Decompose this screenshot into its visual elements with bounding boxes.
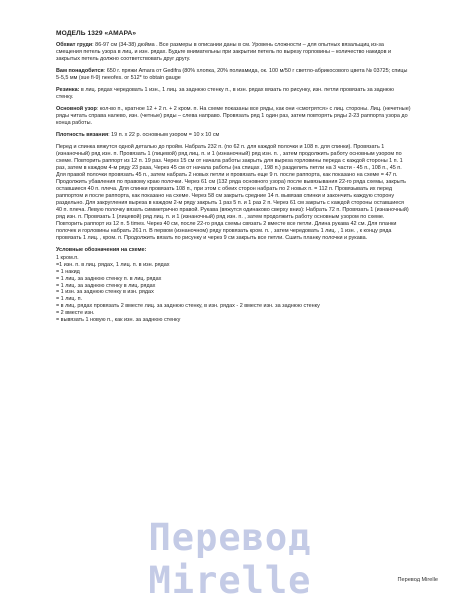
legend-item: = вывязать 1 новую п., как изн. за заднюю стенку (56, 317, 181, 324)
pattern-title: МОДЕЛЬ 1329 «АМАРА» (56, 30, 137, 37)
legend-item: = 1 лиц. за заднюю стенку в лиц. рядах (56, 282, 156, 289)
legend-item: = 1 изн. за заднюю стенку в изн. рядах (56, 289, 154, 296)
ribbing-label: Резинка: (56, 87, 80, 93)
watermark-text: Перевод Mirelle (148, 516, 312, 602)
legend-item: =1 изн. п. в лиц. рядах, 1 лиц. п. в изн. рядах (56, 261, 170, 268)
legend-item: = 1 накид (56, 268, 80, 275)
main-pattern-label: Основной узор (56, 106, 97, 112)
gauge-label: Плотность вязания (56, 132, 109, 138)
materials-label: Вам понадобится (56, 68, 104, 74)
legend-item: = 1 лиц. за заднюю стенку п. в лиц. рядах (56, 275, 162, 282)
ribbing-section (56, 87, 411, 101)
ribbing-text: в лиц. рядах чередовать 1 изн., 1 лиц. за заднюю стенку п., в изн. рядах вязать по рисунку, изн. петли провязать за заднюю стенку. (56, 87, 394, 100)
materials-section (56, 68, 411, 82)
document-page (56, 30, 411, 324)
bust-text: : 86-97 см (34-38) дюйма . Все размеры в описании даны в см. Уровень сложности – для опытных вязальщиц из-за смещения петель узора в лиц. и изн. рядах. Будьте внимательны при закрытии петель по вырезу горловины – количество накидов и закрытых петель должно соответствовать друг другу. (56, 42, 392, 62)
footer-credit: Перевод Mirelle (397, 577, 438, 583)
bust-section (56, 42, 411, 63)
legend-item: 1 кром.п. (56, 254, 79, 261)
legend-item: = в лиц. рядах провязать 2 вместе лиц. за заднюю стенку, в изн. рядах - 2 вместе изн. за заднюю стенку (56, 303, 320, 310)
legend-item: = 2 вместе изн. (56, 310, 95, 317)
bust-label: Обхват груди (56, 42, 93, 48)
main-pattern-text: : кол-во п., кратное 12 + 2 п. + 2 кром. п. На схеме показаны все ряды, как они «смотрятся» с лиц. стороны. Лиц. (нечетные) ряды читать справа налево, изн. (четные) ряды – слева направо. Провязать ряд 1 один раз, затем повторять ряды 2-23 раппорта узора до конца работы. (56, 106, 411, 126)
legend-section (56, 247, 411, 324)
legend-item: = 1 лиц. п. (56, 296, 83, 303)
legend-title: Условные обозначения на схеме: (56, 247, 147, 253)
materials-text: : 650 г. пряжи Amara от Gedifra (80% хлопка, 20% полиамида, ок. 100 м/50 г светло-абрикосового цвета № 03725; спицы 5-5,5 мм (sue fi-9) neeofes. or 512* to obtain gauge (56, 68, 408, 81)
gauge-text: : 19 п. х 22 р. основным узором = 10 х 10 см (108, 132, 220, 138)
main-instructions: Перед и спинка вяжутся одной деталью до пройм. Набрать 232 п. (по 62 п. для каждой полочки и 108 п. для спинки). Провязать 1 (изнаночный) ряд изн. п. Провязать 1 (лицевой) ряд лиц. п. и 1 (изнаночный) ряд изн. п. , затем продолжить работу основным узором по схеме. Повторить раппорт из 12 п. 19 раз. Через 15 см от начала работы закрыть для выреза горловины переда с каждой стороны 1 п. 1 раз, затем в каждом 4-м ряду 23 раза, Через 45 см от начала работы (на спицах , 198 п.) разделить петли на 3 части - 45 п., 108 п., 45 п. Для правой полочки провязать 45 п., затем набрать 2 новых петли и провязать еще 9 п. после раппорта, как показано на схеме = 47 п. Продолжить убавления по правому краю полочки. Через 61 см (132 ряда основного узора) после вывязывания 22-го ряда схемы, закрыть оставшиеся 40 п. плеча. Для спинки провязать 108 п., при этом с обеих сторон набрать по 2 новых п. = 112 п. Провязывать их перед раппортом и после раппорта, как показано на схеме. Через 58 см закрыть средние 14 п. вывязав спинки и закончить каждую сторону раздельно. Для закругления выреза в каждом 2-м ряду закрыть 1 раз 5 п. и 1 раз 2 п. Через 61 см закрыть с каждой стороны оставшиеся 40 п. плеча. Левую полочку вязать симметрично правой. Рукава (вяжутся одинаково сверху вниз): Набрать 72 п. Провязать 1 (изнаночный) ряд изн. п. Провязать 1 (лицевой) ряд лиц. п. и 1 (изнаночный) ряд изн. п. , затем продолжить работу основным узором по схеме. Повторить раппорт из 12 п. 5 times. Через 40 см, после 22-го ряда схемы связать 2 вместе все петли. Длина рукава 42 см. Для планки полочек и горловины набрать 261 п. В первом (изнаночном) ряду провязать кром. п. , затем чередовать 1 лиц. , 1 изн. , к концу ряда провязать 1 лиц. , кром. п. Продолжить вязать по рисунку и через 9 см закрыть все петли. Сшить планку полочки и рукава. (56, 144, 409, 241)
main-pattern-section (56, 106, 411, 127)
gauge-section (56, 132, 411, 139)
